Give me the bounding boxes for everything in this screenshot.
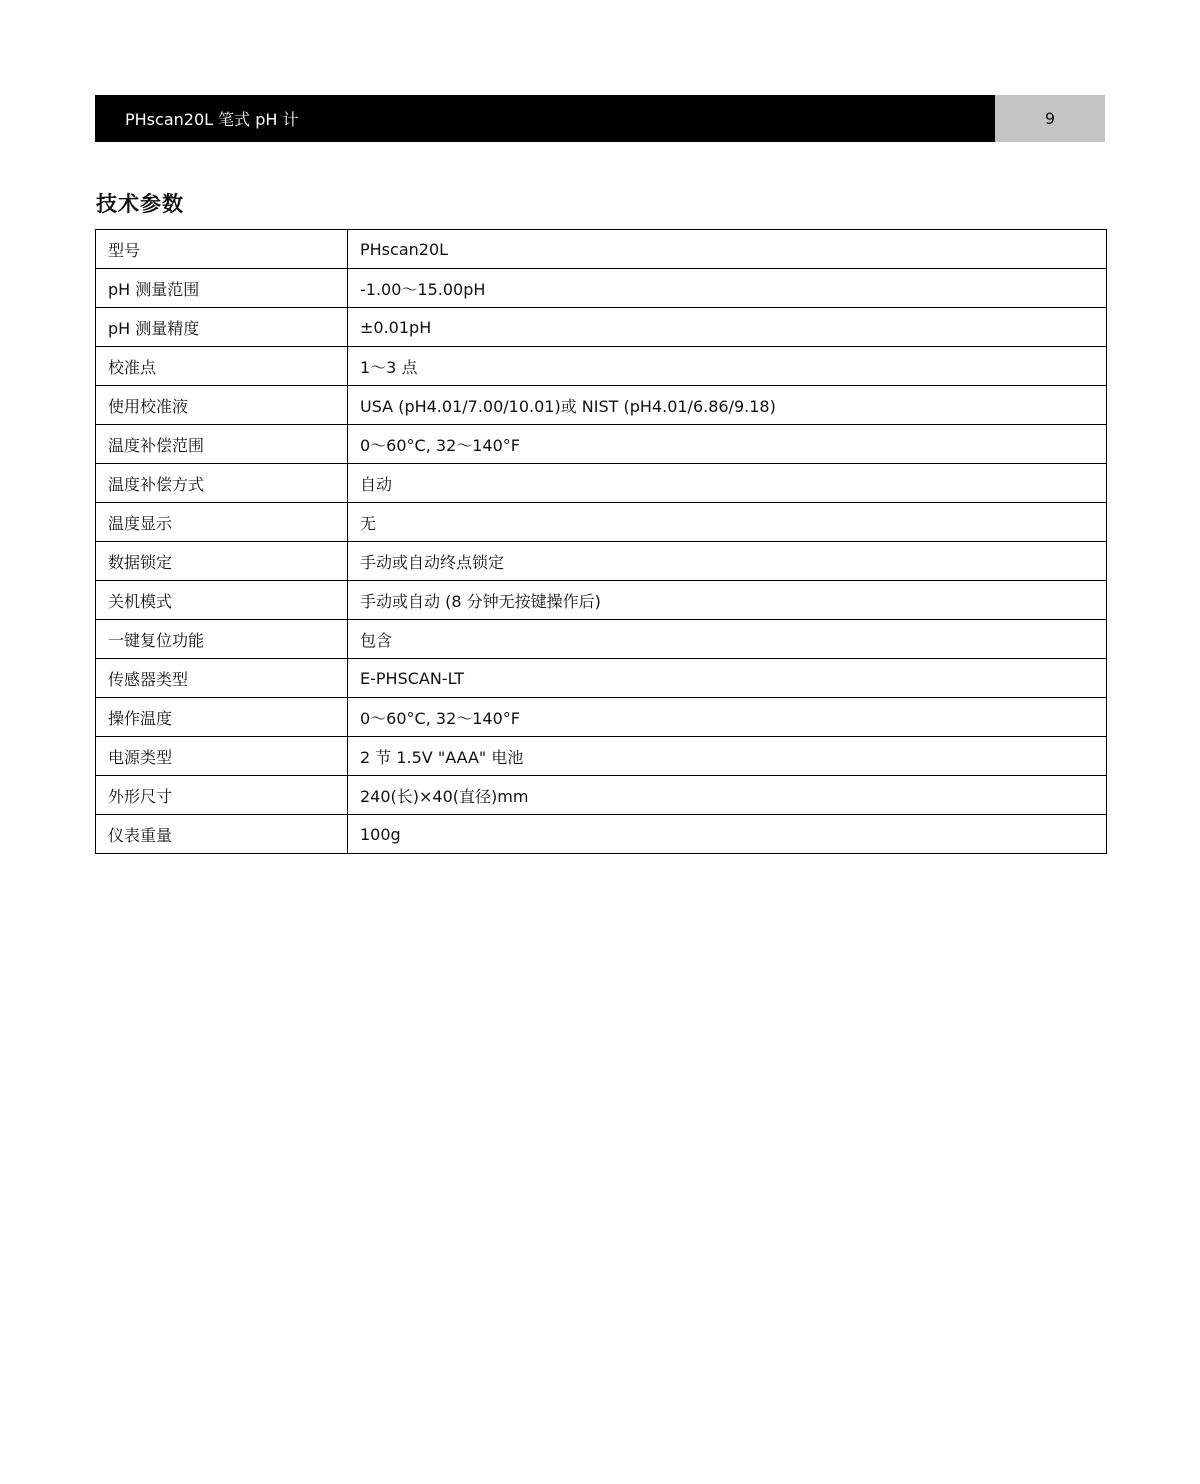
spec-value: USA (pH4.01/7.00/10.01)或 NIST (pH4.01/6.86/9.18) — [348, 386, 1107, 425]
spec-value: 2 节 1.5V "AAA" 电池 — [348, 737, 1107, 776]
spec-label: 关机模式 — [96, 581, 348, 620]
spec-value: 0～60°C, 32～140°F — [348, 698, 1107, 737]
spec-value: 100g — [348, 815, 1107, 854]
page-number: 9 — [995, 95, 1105, 142]
spec-label: 电源类型 — [96, 737, 348, 776]
table-row — [96, 425, 1107, 464]
table-row — [96, 815, 1107, 854]
spec-value: 手动或自动终点锁定 — [348, 542, 1107, 581]
spec-table — [95, 229, 1107, 854]
spec-label: 温度补偿范围 — [96, 425, 348, 464]
spec-label: 仪表重量 — [96, 815, 348, 854]
table-row — [96, 581, 1107, 620]
spec-label: 外形尺寸 — [96, 776, 348, 815]
spec-label: pH 测量范围 — [96, 269, 348, 308]
table-row — [96, 230, 1107, 269]
spec-value: 240(长)×40(直径)mm — [348, 776, 1107, 815]
spec-label: 传感器类型 — [96, 659, 348, 698]
table-row — [96, 737, 1107, 776]
spec-value: -1.00～15.00pH — [348, 269, 1107, 308]
table-row — [96, 776, 1107, 815]
table-row — [96, 464, 1107, 503]
spec-value: 无 — [348, 503, 1107, 542]
table-row — [96, 269, 1107, 308]
spec-value: PHscan20L — [348, 230, 1107, 269]
spec-label: 操作温度 — [96, 698, 348, 737]
section-title: 技术参数 — [96, 192, 184, 216]
spec-value: 包含 — [348, 620, 1107, 659]
table-row — [96, 386, 1107, 425]
page-header — [95, 95, 1105, 142]
spec-label: pH 测量精度 — [96, 308, 348, 347]
spec-value: 自动 — [348, 464, 1107, 503]
table-row — [96, 347, 1107, 386]
spec-label: 使用校准液 — [96, 386, 348, 425]
spec-label: 温度补偿方式 — [96, 464, 348, 503]
table-row — [96, 308, 1107, 347]
spec-label: 型号 — [96, 230, 348, 269]
table-row — [96, 542, 1107, 581]
table-row — [96, 698, 1107, 737]
table-row — [96, 659, 1107, 698]
spec-label: 温度显示 — [96, 503, 348, 542]
spec-value: E-PHSCAN-LT — [348, 659, 1107, 698]
table-row — [96, 503, 1107, 542]
spec-value: 手动或自动 (8 分钟无按键操作后) — [348, 581, 1107, 620]
header-title: PHscan20L 笔式 pH 计 — [95, 95, 995, 142]
spec-label: 数据锁定 — [96, 542, 348, 581]
spec-value: 0～60°C, 32～140°F — [348, 425, 1107, 464]
table-row — [96, 620, 1107, 659]
spec-label: 一键复位功能 — [96, 620, 348, 659]
spec-value: 1～3 点 — [348, 347, 1107, 386]
spec-label: 校准点 — [96, 347, 348, 386]
spec-value: ±0.01pH — [348, 308, 1107, 347]
